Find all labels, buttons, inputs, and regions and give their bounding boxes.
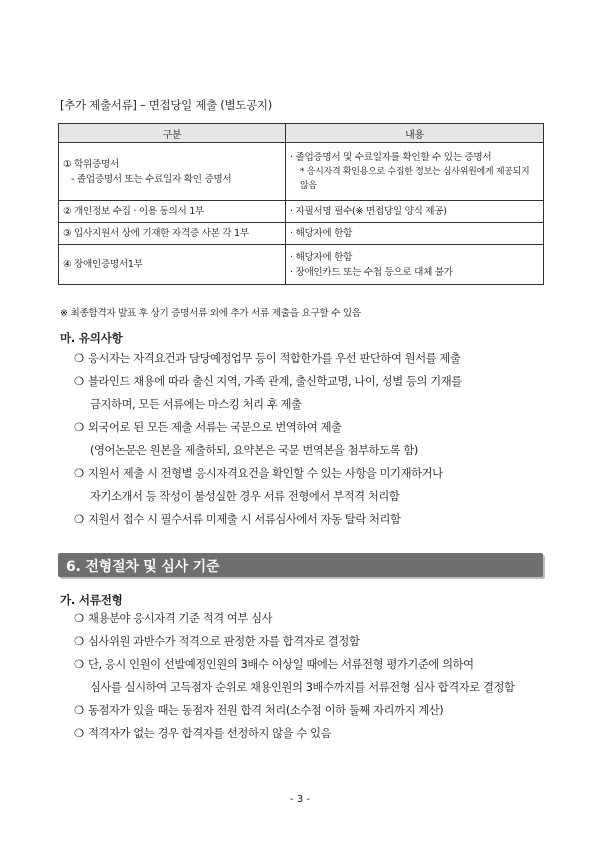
table-header-row: [59, 124, 544, 143]
bullet-circle-icon: ❍: [74, 635, 84, 648]
list-item: [74, 699, 544, 722]
bullet-circle-icon: ❍: [74, 421, 84, 434]
content-note: * 응시자격 확인용으로 수집한 정보는 심사위원에게 제공되지 않음: [300, 167, 530, 191]
section-heading-bar: [58, 553, 543, 577]
table-cell-content: · 자필서명 필수(※ 면접당일 양식 제공): [286, 201, 544, 223]
list-item: [74, 630, 544, 653]
bullet-circle-icon: ❍: [74, 658, 84, 671]
bullet-circle-icon: ❍: [74, 352, 84, 365]
content-text-2: · 장애인카드 또는 수첩 등으로 대체 불가: [290, 266, 453, 278]
bullet-circle-icon: ❍: [74, 704, 84, 717]
list-item-text: 단, 응시 인원이 선발예정인원의 3배수 이상일 때에는 서류전형 평가기준에 의하여: [88, 658, 474, 671]
list-item-continuation: 자기소개서 등 작성이 불성실한 경우 서류 전형에서 부적격 처리함: [90, 490, 400, 503]
table-cell-item: ② 개인정보 수집 · 이용 동의서 1부: [59, 201, 286, 223]
table-cell-item: [59, 143, 286, 201]
list-item: [74, 722, 544, 745]
notes-heading: 마. 유의사항: [60, 331, 123, 345]
additional-docs-title: [추가 제출서류] – 면접당일 제출 (별도공지): [60, 98, 272, 112]
list-item-text: 심사위원 과반수가 적격으로 판정한 자를 합격자로 결정함: [88, 635, 360, 648]
table-footnote: ※ 최종합격자 발표 후 상기 증명서류 외에 추가 서류 제출을 요구할 수 있음: [60, 308, 361, 319]
list-item: [74, 370, 544, 393]
table-header-category: 구분: [59, 124, 286, 143]
list-item-continuation: (영어논문은 원본을 제출하되, 요약본은 국문 번역본을 첨부하도록 함): [90, 444, 418, 457]
bullet-circle-icon: ❍: [74, 513, 84, 526]
doc-screening-list: [74, 607, 544, 745]
table-row: [59, 143, 544, 201]
list-item: [74, 653, 544, 676]
bullet-circle-icon: ❍: [74, 727, 84, 740]
bullet-circle-icon: ❍: [74, 467, 84, 480]
list-item-text: 지원서 제출 시 전형별 응시자격요건을 확인할 수 있는 사항을 미기재하거나: [88, 467, 443, 480]
list-item-continuation: 금지하며, 모든 서류에는 마스킹 처리 후 제출: [90, 398, 302, 411]
table-cell-item: ③ 입사지원서 상에 기재한 자격증 사본 각 1부: [59, 223, 286, 245]
list-item-continuation: 심사를 실시하여 고득점자 순위로 채용인원의 3배수까지를 서류전형 심사 합격자로 결정함: [90, 681, 515, 694]
table-cell-item: ④ 장애인증명서1부: [59, 245, 286, 285]
item-label: ① 학위증명서: [63, 158, 119, 170]
bullet-circle-icon: ❍: [74, 612, 84, 625]
content-text: · 해당자에 한함: [290, 251, 353, 263]
list-item-text: 동점자가 있을 때는 동점자 전원 합격 처리(소수점 이하 둘째 자리까지 계산): [88, 704, 444, 717]
notes-list: [74, 347, 544, 531]
list-item-text: 외국어로 된 모든 제출 서류는 국문으로 번역하여 제출: [88, 421, 342, 434]
content-text: · 졸업증명서 및 수료일자를 확인할 수 있는 증명서: [290, 152, 492, 163]
page-number: - 3 -: [290, 794, 310, 805]
list-item-text: 블라인드 채용에 따라 출신 지역, 가족 관계, 출신학교명, 나이, 성별 등의 기재를: [88, 375, 462, 388]
section-title: 6. 전형절차 및 심사 기준: [66, 559, 220, 575]
list-item: [74, 462, 544, 485]
table-row: [59, 223, 544, 245]
table-cell-content: [286, 143, 544, 201]
list-item: [74, 607, 544, 630]
additional-docs-table: [58, 123, 544, 285]
doc-screening-heading: 가. 서류전형: [60, 593, 123, 607]
table-cell-content: [286, 245, 544, 285]
list-item: [74, 416, 544, 439]
item-sublabel: - 졸업증명서 또는 수료일자 확인 증명서: [71, 173, 232, 185]
table-row: [59, 245, 544, 285]
table-row: [59, 201, 544, 223]
bullet-circle-icon: ❍: [74, 375, 84, 388]
list-item: [74, 508, 544, 531]
list-item-text: 적격자가 없는 경우 합격자를 선정하지 않을 수 있음: [88, 727, 332, 740]
list-item-text: 응시자는 자격요건과 담당예정업무 등이 적합한가를 우선 판단하여 원서를 제출: [88, 352, 461, 365]
table-header-content: 내용: [286, 124, 544, 143]
table-cell-content: · 해당자에 한함: [286, 223, 544, 245]
list-item-text: 지원서 접수 시 필수서류 미제출 시 서류심사에서 자동 탈락 처리함: [88, 513, 401, 526]
list-item: [74, 347, 544, 370]
list-item-text: 채용분야 응시자격 기준 적격 여부 심사: [88, 612, 273, 625]
